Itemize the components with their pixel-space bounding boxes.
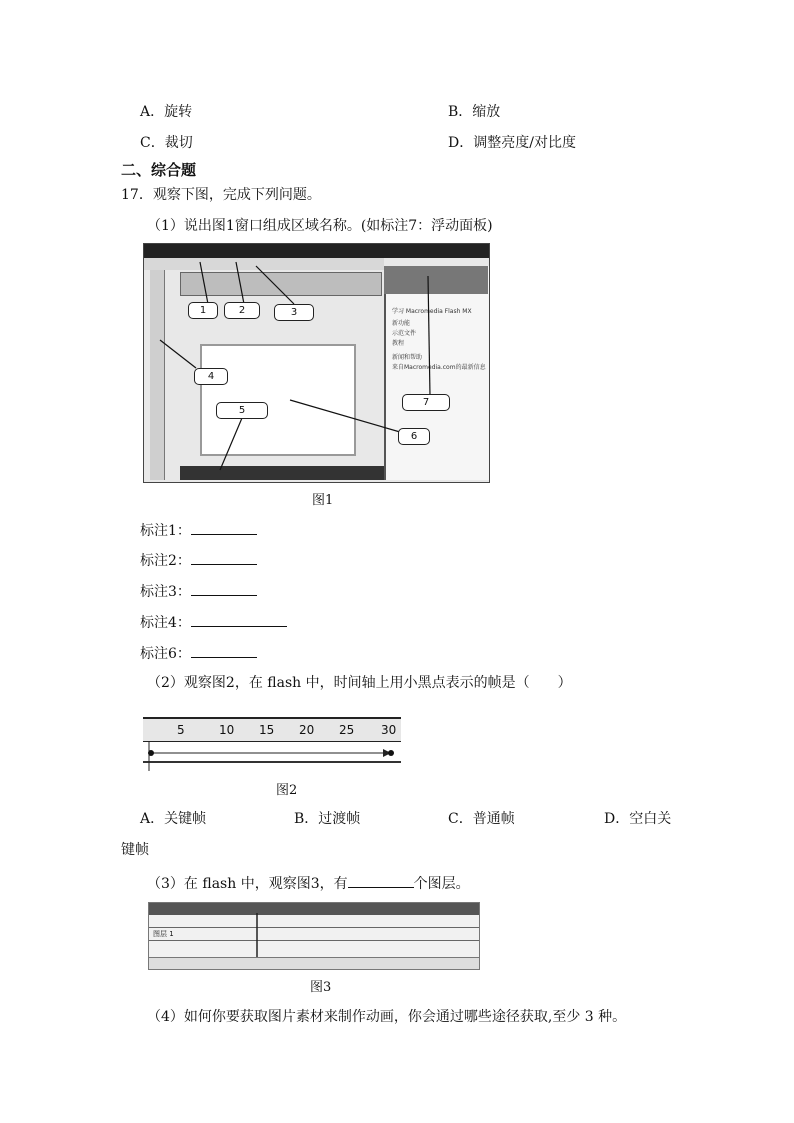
answer-line-6[interactable] — [191, 643, 257, 658]
tick-10: 10 — [219, 723, 235, 737]
option-b-scale: B．缩放 — [448, 104, 501, 120]
part2-option-a: A．关键帧 — [140, 811, 207, 827]
keyframe-dot-start — [148, 750, 154, 756]
figure-3-layers — [148, 902, 480, 970]
part-2-prompt: （2）观察图2，在 flash 中，时间轴上用小黑点表示的帧是（ ） — [147, 675, 572, 691]
tick-30: 30 — [381, 723, 397, 737]
tween-arrow — [143, 711, 403, 773]
callout-3: 3 — [274, 304, 314, 321]
layer-name: 图层 1 — [153, 930, 174, 938]
callout-4: 4 — [194, 368, 228, 385]
blank-callout-1: 标注1： — [140, 520, 257, 540]
playhead — [149, 903, 479, 969]
blank-callout-4: 标注4： — [140, 612, 287, 632]
blank-callout-3: 标注3： — [140, 581, 257, 601]
tick-25: 25 — [339, 723, 355, 737]
callout-6: 6 — [398, 428, 430, 445]
figure-3-caption: 图3 — [310, 980, 332, 995]
panel-text-4: 教程 — [392, 340, 405, 347]
figure-1-caption: 图1 — [312, 493, 334, 508]
part2-option-c: C．普通帧 — [448, 811, 515, 827]
panel-text-5: 新闻和帮助 — [392, 354, 423, 361]
answer-line-1[interactable] — [191, 520, 257, 535]
keyframe-dot-end — [388, 750, 394, 756]
tick-5: 5 — [177, 723, 185, 737]
part-4-prompt: （4）如何你要获取图片素材来制作动画，你会通过哪些途径获取,至少 3 种。 — [147, 1009, 627, 1025]
part2-option-d-wrap: 键帧 — [121, 842, 149, 858]
callout-lines — [144, 244, 489, 482]
part-1-prompt: （1）说出图1窗口组成区域名称。(如标注7：浮动面板) — [147, 218, 493, 234]
panel-text-2: 新功能 — [392, 320, 411, 327]
answer-line-layers[interactable] — [348, 873, 414, 888]
part2-option-b: B．过渡帧 — [294, 811, 361, 827]
figure-1-flash-window — [143, 243, 490, 483]
part2-option-d: D．空白关 — [604, 811, 672, 827]
figure-2-caption: 图2 — [276, 783, 298, 798]
tick-20: 20 — [299, 723, 315, 737]
callout-7: 7 — [402, 394, 450, 411]
callout-1: 1 — [188, 302, 218, 319]
part-3-prompt: （3）在 flash 中，观察图3，有 个图层。 — [147, 873, 470, 893]
figure-2-timeline — [143, 711, 403, 773]
blank-callout-2: 标注2： — [140, 550, 257, 570]
answer-line-3[interactable] — [191, 581, 257, 596]
option-a-rotate: A．旋转 — [140, 104, 193, 120]
panel-text-6: 来自Macromedia.com的最新信息 — [392, 364, 486, 371]
option-c-crop: C．裁切 — [140, 135, 193, 151]
answer-line-2[interactable] — [191, 550, 257, 565]
option-d-brightness: D．调整亮度/对比度 — [448, 135, 576, 151]
callout-5: 5 — [216, 402, 268, 419]
answer-line-4[interactable] — [191, 612, 287, 627]
question-17-stem: 17．观察下图，完成下列问题。 — [121, 187, 321, 203]
callout-2: 2 — [224, 302, 260, 319]
blank-callout-6: 标注6： — [140, 643, 257, 663]
tick-15: 15 — [259, 723, 275, 737]
section-title: 二、综合题 — [121, 161, 197, 179]
panel-text-3: 示范文件 — [392, 330, 417, 337]
panel-text-1: 学习 Macromedia Flash MX — [392, 308, 472, 315]
